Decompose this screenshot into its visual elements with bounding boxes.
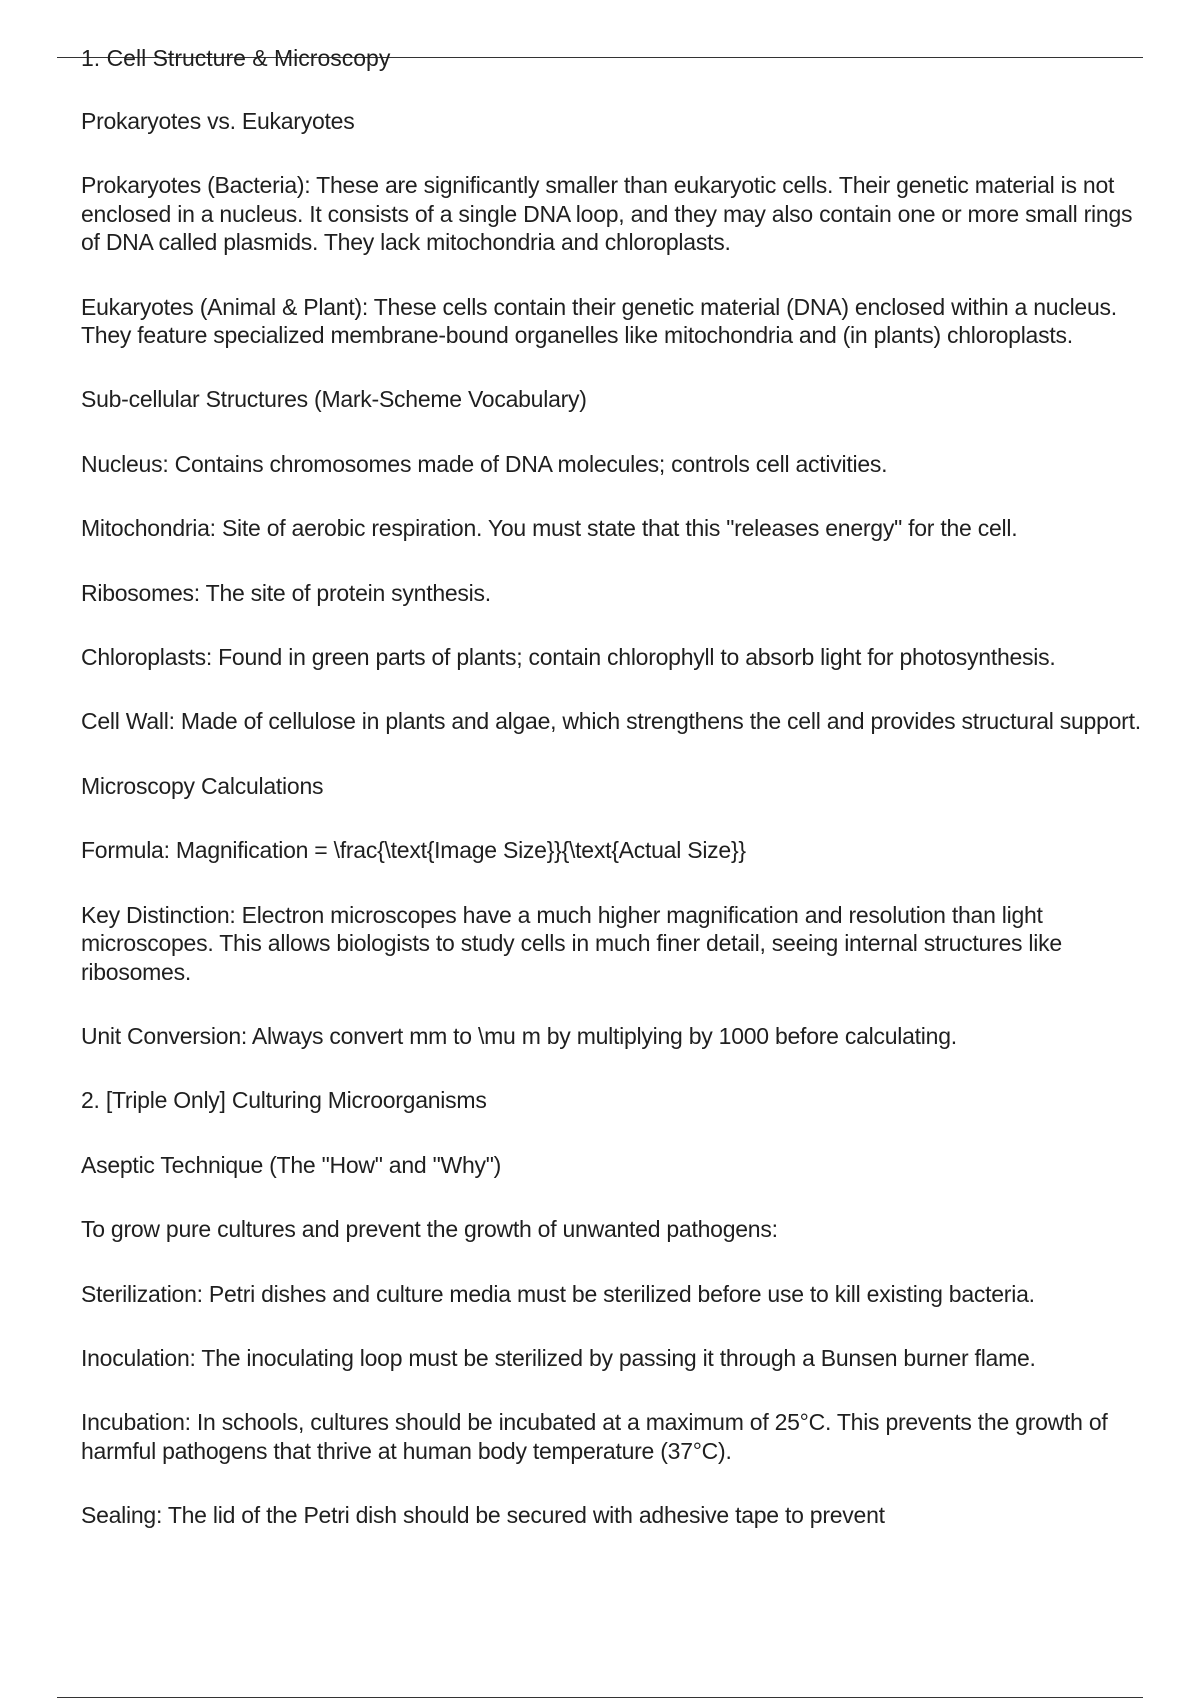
paragraph-chloroplasts: Chloroplasts: Found in green parts of plants; contain chlorophyll to absorb light for photosynthesis.	[81, 644, 1056, 671]
document-body	[81, 107, 1156, 1566]
paragraph-incubation: Incubation: In schools, cultures should be incubated at a maximum of 25°C. This prevents the growth of harmful pathogens that thrive at human body temperature (37°C).	[81, 1409, 1108, 1464]
paragraph-prokaryotes: Prokaryotes (Bacteria): These are significantly smaller than eukaryotic cells. Their genetic material is not enclosed in a nucleus. It consists of a single DNA loop, and they may also contain one or more small rings of DNA called plasmids. They lack mitochondria and chloroplasts.	[81, 172, 1133, 256]
paragraph-aseptic-intro: To grow pure cultures and prevent the growth of unwanted pathogens:	[81, 1216, 778, 1243]
subheading-aseptic-technique: Aseptic Technique (The "How" and "Why")	[81, 1151, 502, 1178]
paragraph-mitochondria: Mitochondria: Site of aerobic respiration. You must state that this "releases energy" for the cell.	[81, 515, 1018, 542]
paragraph-nucleus: Nucleus: Contains chromosomes made of DNA molecules; controls cell activities.	[81, 450, 888, 477]
subheading-microscopy-calculations: Microscopy Calculations	[81, 772, 324, 799]
paragraph-sealing: Sealing: The lid of the Petri dish should be secured with adhesive tape to prevent	[81, 1502, 885, 1529]
paragraph-formula: Formula: Magnification = \frac{\text{Image Size}}{\text{Actual Size}}	[81, 837, 746, 864]
subheading-prokaryotes-vs-eukaryotes: Prokaryotes vs. Eukaryotes	[81, 108, 355, 134]
paragraph-inoculation: Inoculation: The inoculating loop must be sterilized by passing it through a Bunsen burner flame.	[81, 1344, 1036, 1371]
paragraph-key-distinction: Key Distinction: Electron microscopes have a much higher magnification and resolution than light microscopes. This allows biologists to study cells in much finer detail, seeing internal structures like ribosomes.	[81, 901, 1062, 985]
paragraph-sterilization: Sterilization: Petri dishes and culture media must be sterilized before use to kill existing bacteria.	[81, 1280, 1035, 1307]
paragraph-unit-conversion: Unit Conversion: Always convert mm to \mu m by multiplying by 1000 before calculating.	[81, 1022, 957, 1049]
paragraph-cell-wall: Cell Wall: Made of cellulose in plants and algae, which strengthens the cell and provides structural support.	[81, 708, 1141, 735]
section2-title: 2. [Triple Only] Culturing Microorganisms	[81, 1087, 487, 1114]
paragraph-eukaryotes: Eukaryotes (Animal & Plant): These cells contain their genetic material (DNA) enclosed within a nucleus. They feature specialized membrane-bound organelles like mitochondria and (in plants) chloroplasts.	[81, 293, 1117, 349]
subheading-subcellular-structures: Sub-cellular Structures (Mark-Scheme Vocabulary)	[81, 386, 587, 413]
bottom-divider	[57, 1697, 1143, 1698]
paragraph-ribosomes: Ribosomes: The site of protein synthesis.	[81, 579, 491, 606]
section1-title: 1. Cell Structure & Microscopy	[81, 45, 391, 71]
